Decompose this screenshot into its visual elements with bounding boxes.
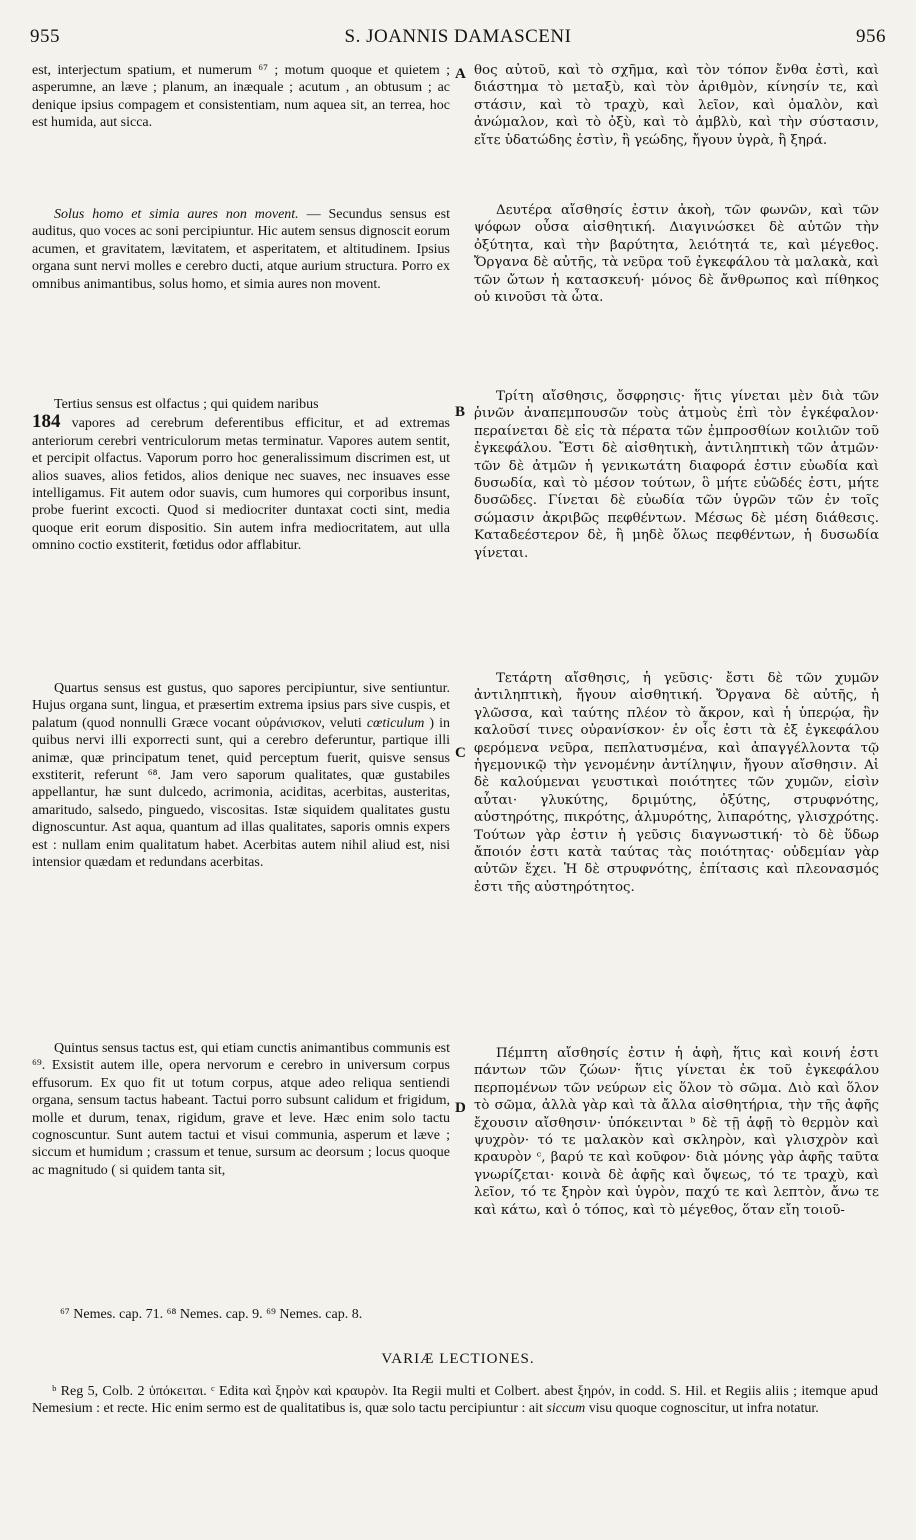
greek-paragraph-1: θος αὐτοῦ, καὶ τὸ σχῆμα, καὶ τὸν τόπον ἔνθα ἐστὶ, καὶ διάστημα τὸ μεταξὺ, καὶ τὸν ἀριθμὸν, κίνησίν τε, καὶ στάσιν, καὶ τὸ τραχὺ, καὶ λεῖον, καὶ ὁμαλὸν, καὶ ἀνώμαλον, καὶ τὸ ὀξὺ, καὶ τὸ ἀμβλὺ, καὶ τὴν σύστασιν, εἴτε ὑδατώδης ἐστὶν, ἢ γεώδης, ἤγουν ὑγρὰ, ἢ ξηρά.	[474, 63, 879, 148]
greek-column-3	[474, 670, 879, 896]
margin-number: 184	[32, 411, 61, 433]
latin-paragraph-2	[32, 206, 450, 396]
margin-marker-a: A	[455, 66, 466, 82]
greek-paragraph-5: Πέμπτη αἴσθησίς ἐστιν ἡ ἁφὴ, ἥτις καὶ κοινή ἐστι πάντων τῶν ζώων· ἥτις γίνεται ἐκ τοῦ ἐγκεφάλου περπομένων τῶν νεύρων εἰς ὅλον τὸ σῶμα. Διὸ καὶ ὅλον τὸ σῶμα, ἀλλὰ γὰρ καὶ τὰ ἄλλα αἰσθητήρια, τὴν τῆς ἁφῆς ἔχουσιν αἴσθησιν· ὑπόκεινται ᵇ δὲ τῇ ἁφῇ τὸ θερμὸν καὶ ψυχρὸν· τό τε μαλακὸν καὶ σκληρὸν, καὶ γλισχρὸν καὶ κραυρὸν ᶜ, βαρύ τε καὶ κοῦφον· διὰ μόνης γὰρ ἁφῆς ταῦτα γνωρίζεται· κοινὰ δὲ ἁφῆς καὶ ὄψεως, τό τε τραχὺ, καὶ λεῖον, τό τε ξηρὸν καὶ ὑγρὸν, παχύ τε καὶ λεπτὸν, ἄνω τε καὶ κάτω, καὶ ὁ τόπος, καὶ τὸ μέγεθος, ὅταν εἴη τοιοῦ-	[474, 1046, 879, 1218]
margin-marker-d: D	[455, 1100, 466, 1116]
greek-paragraph-4: Τετάρτη αἴσθησις, ἡ γεῦσις· ἔστι δὲ τῶν χυμῶν ἀντιληπτικὴ, ἤγουν αἰσθητική. Ὄργανα δὲ αὐτῆς, ἡ γλῶσσα, καὶ ταύτης πλέον τὸ ἄκρον, καὶ ἡ ὑπερῴα, ἣν καλοῦσί τινες οὐρανίσκον· ἐν οἷς ἐστι τὰ ἐξ ἐγκεφάλου φερόμενα νεῦρα, πεπλατυσμένα, καὶ ἀπαγγέλλοντα τῷ ἡγεμονικῷ τὴν γενομένην ἀντίληψιν, ἤγουν αἴσθησιν. Αἱ δὲ καλούμεναι γευστικαὶ ποιότητες τῶν χυμῶν, εἰσὶν αὗται· γλυκύτης, δριμύτης, ὀξύτης, στρυφνότης, αὐστηρότης, πικρότης, ἁλμυρότης, λιπαρότης, γλισχρότης. Τούτων γὰρ ἐστιν ἡ γεῦσις διαγνωστική· τὸ δὲ ὕδωρ ἄποιόν ἐστι κατὰ ταύτας τὰς ποιότητας· οὐδεμίαν γὰρ αὐτῶν ἔχει. Ἡ δὲ στρυφνότης, ἐπίτασις καὶ πλεονασμός ἐστι τῆς αὐστηρότητος.	[474, 671, 879, 895]
margin-marker-b: B	[455, 404, 466, 420]
greek-column-4	[474, 1045, 879, 1219]
latin-italic-word: cœticulum	[366, 715, 425, 731]
latin-paragraph-3a: Tertius sensus est olfactus ; qui quidem naribus	[54, 397, 319, 412]
footnotes: ⁶⁷ Nemes. cap. 71. ⁶⁸ Nemes. cap. 9. ⁶⁹ Nemes. cap. 8.	[60, 1307, 363, 1322]
latin-sidenote-title: Solus homo et simia aures non movent.	[54, 207, 299, 222]
greek-paragraph-2: Δευτέρα αἴσθησίς ἐστιν ἀκοὴ, τῶν φωνῶν, καὶ τῶν ψόφων οὖσα αἰσθητική. Διαγινώσκει δὲ αὐτῶν τὴν ὀξύτητα, καὶ τὴν βαρύτητα, λειότητά τε, καὶ μέγεθος. Ὄργανα δὲ αὐτῆς, τὰ νεῦρα τοῦ ἐγκεφάλου τὰ μαλακὰ, καὶ τῶν ὤτων ἡ κατασκευή· μόνος δὲ ἄνθρωπος καὶ πίθηκος οὐ κινοῦσι τὰ ὦτα.	[474, 203, 879, 306]
page-header	[30, 26, 886, 52]
variae-lectiones	[32, 1383, 878, 1417]
latin-paragraph-1: est, interjectum spatium, et numerum ⁶⁷ ; motum quoque et quietem ; asperumne, an læve ; planum, an inæquale ; acutum , an obtusum ; ac denique ipsius compagem et consistentiam, num aquea sit, an terrea, hoc est humida, aut sicca.	[32, 63, 450, 131]
variae-lectiones-title: VARIÆ LECTIONES.	[381, 1351, 535, 1367]
variae-text-b: visu quoque cognoscitur, ut infra notatur.	[585, 1401, 819, 1416]
greek-column-2	[474, 388, 879, 562]
latin-paragraph-2-text: — Secundus sensus est auditus, quo voces ac soni percipiuntur. Hic autem sensus dignoscit eorum acumen, et gravitatem, lævitatem, et asperitatem, et altitudinem. Ipsius organa sunt nervi molles e cerebro ducti, atque aurium structura. Porro ex omnibus animantibus, solus homo, et simia aures non movent.	[32, 207, 450, 292]
latin-paragraph-4b: ) in quibus nervi illi exporrecti sunt, qui a cerebro deferuntur, partique illi animæ, quæ principatum tenet, quid perceptum fuerit, quisve sensus exstiterit, referunt ⁶⁸. Jam vero saporum qualitates, quæ gustabiles appellantur, hæ sunt dulcedo, acrimonia, aciditas, acerbitas, austeritas, amaritudo, salsedo, pinguedo, viscositas. Istæ siquidem qualitates gustu dignoscuntur. Ast aqua, quantum ad illas qualitates, saporis omnis expers est : nullam enim qualitatum habet. Acerbitas autem nihil aliud est, nisi intensior quædam et redundans acerbitas.	[32, 715, 450, 871]
page-number-left: 955	[30, 26, 60, 47]
latin-column	[32, 62, 450, 1179]
variae-text	[32, 1383, 878, 1417]
latin-paragraph-5: Quintus sensus tactus est, qui etiam cunctis animantibus communis est ⁶⁹. Exsistit autem ille, opera nervorum e cerebro in universum corpus effusorum. Ex quo fit ut totum corpus, atque adeo reliqua sentiendi organa, sensum tactus habeant. Tactui porro subsunt calidum et frigidum, molle et durum, tenax, rigidum, grave et leve. Hæc enim solo tactu cognoscuntur. Sunt autem tactui et visui communia, asperum et læve ; siccum et humidum ; crassum et tenue, sursum ac deorsum ; locus quoque ac magnitudo ( si quidem tanta sit,	[32, 1041, 450, 1178]
running-title: S. JOANNIS DAMASCENI	[344, 26, 572, 47]
greek-paragraph-3: Τρίτη αἴσθησις, ὄσφρησις· ἥτις γίνεται μὲν διὰ τῶν ῥινῶν ἀναπεμπουσῶν τοὺς ἀτμοὺς ἐπὶ τὸν ἐγκέφαλον· περαίνεται δὲ εἰς τὰ πέρατα τῶν ἐμπροσθίων κοιλιῶν τοῦ ἐγκεφάλου. Ἔστι δὲ αἰσθητικὴ, ἀντιληπτικὴ τῶν ἀτμῶν· τῶν δὲ ἀτμῶν ἡ γενικωτάτη διαφορά ἐστιν εὐωδία καὶ δυσωδία, καὶ τὸ μέσον τούτων, ὃ μήτε εὐῶδές ἐστι, μήτε δυσῶδες. Γίνεται δὲ εὐωδία τῶν ὑγρῶν τῶν ἐν τοῖς σώμασιν ἀκριβῶς πεφθέντων. Μέσως δὲ μέση διάθεσις. Καταδεέστερον δὲ, ἢ μηδὲ ὅλως πεφθέντων, ἡ δυσωδία γίνεται.	[474, 389, 879, 561]
variae-italic: siccum	[546, 1401, 586, 1416]
latin-paragraph-4	[32, 680, 450, 1040]
margin-marker-c: C	[455, 745, 466, 761]
latin-paragraph-3b: vapores ad cerebrum deferentibus efficitur, et ad extremas anteriorum cerebri ventriculorum metas terminatur. Vapores autem sentit, et percipit olfactus. Vaporum porro hoc generalissimum discrimen est, ut alios suaves, alios fetidos, alios denique nec suaves, nec insuaves esse intelligamus. Fit autem odor suavis, cum humores qui corporibus insunt, probe fuerint excocti. Quod si mediocriter duntaxat cocti sint, media quoque erit eorum dispositio. Sin autem infra mediocritatem, aut ulla omnino coctio exstiterit, fœtidus odor afflabitur.	[32, 416, 450, 554]
greek-column	[474, 62, 879, 378]
page-number-right: 956	[856, 26, 886, 47]
latin-paragraph-4a: Quartus sensus est gustus, quo sapores percipiuntur, sive sentiuntur. Hujus organa sunt, lingua, et præsertim extrema ipsius pars sive cuspis, et palatum (quod nonnulli Græce vocant οὐράνισκον, veluti	[32, 681, 450, 731]
variae-text-a: ᵇ Reg 5, Colb. 2 ὑπόκειται. ᶜ Edita καὶ ξηρὸν καὶ κραυρὸν. Ita Regii multi et Colbert. abest ξηρόν, in codd. S. Hil. et Regiis aliis ; itemque apud Nemesium : et recte. Hic enim sermo est de qualitatibus is, quæ solo tactu percipiuntur : ait	[32, 1384, 878, 1416]
latin-paragraph-3	[32, 396, 450, 680]
